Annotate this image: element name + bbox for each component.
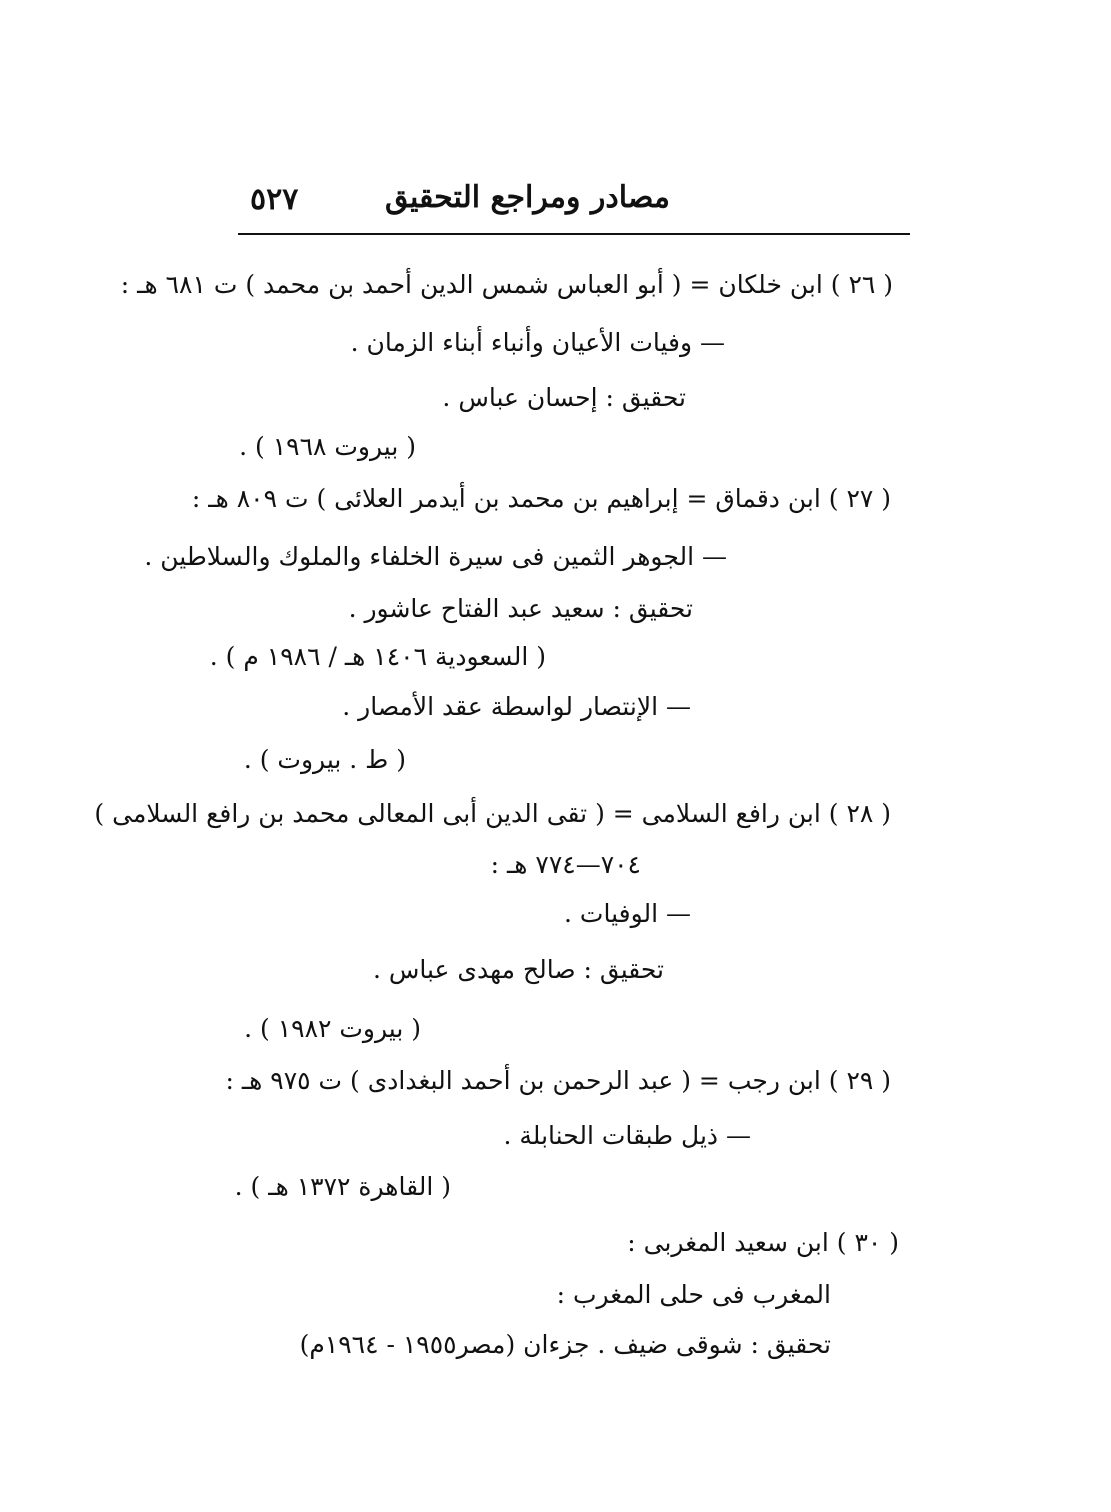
entry-27-heading: ( ٢٧ ) ابن دقماق = إبراهيم بن محمد بن أيدمر العلائى ) ت ٨٠٩ هـ :: [191, 484, 891, 513]
entry-30-work: المغرب فى حلى المغرب :: [556, 1280, 831, 1309]
header-rule: [238, 233, 910, 235]
entry-28-dates: ٧٠٤—٧٧٤ هـ :: [490, 850, 641, 879]
entry-26-work: — وفيات الأعيان وأنباء أبناء الزمان .: [350, 328, 725, 357]
page-number: ٥٢٧: [250, 182, 299, 217]
entry-28-work: — الوفيات .: [564, 899, 691, 928]
entry-28-publication: ( بيروت ١٩٨٢ ) .: [244, 1014, 421, 1043]
entry-26-editor: تحقيق : إحسان عباس .: [442, 383, 686, 412]
entry-30-heading: ( ٣٠ ) ابن سعيد المغربى :: [627, 1228, 899, 1257]
entry-29-publication: ( القاهرة ١٣٧٢ هـ ) .: [234, 1172, 451, 1201]
entry-29-work: — ذيل طبقات الحنابلة .: [503, 1121, 751, 1150]
header-title: مصادر ومراجع التحقيق: [384, 180, 670, 215]
entry-28-editor: تحقيق : صالح مهدى عباس .: [372, 955, 664, 984]
entry-26-heading: ( ٢٦ ) ابن خلكان = ( أبو العباس شمس الدين أحمد بن محمد ) ت ٦٨١ هـ :: [120, 270, 893, 299]
page-header: [238, 180, 910, 232]
entry-27-publication-1: ( السعودية ١٤٠٦ هـ / ١٩٨٦ م ) .: [209, 642, 546, 671]
entry-27-work-1: — الجوهر الثمين فى سيرة الخلفاء والملوك والسلاطين .: [144, 542, 727, 571]
entry-29-heading: ( ٢٩ ) ابن رجب = ( عبد الرحمن بن أحمد البغدادى ) ت ٩٧٥ هـ :: [225, 1066, 891, 1095]
entry-26-publication: ( بيروت ١٩٦٨ ) .: [239, 432, 416, 461]
entry-30-editor: تحقيق : شوقى ضيف . جزءان (مصر١٩٥٥ - ١٩٦٤م): [299, 1330, 831, 1359]
entry-27-editor: تحقيق : سعيد عبد الفتاح عاشور .: [348, 594, 693, 623]
entry-27-work-2: — الإنتصار لواسطة عقد الأمصار .: [342, 692, 691, 721]
entry-27-publication-2: ( ط . بيروت ) .: [243, 745, 406, 774]
entry-28-heading: ( ٢٨ ) ابن رافع السلامى = ( تقى الدين أبى المعالى محمد بن رافع السلامى ): [94, 799, 891, 828]
